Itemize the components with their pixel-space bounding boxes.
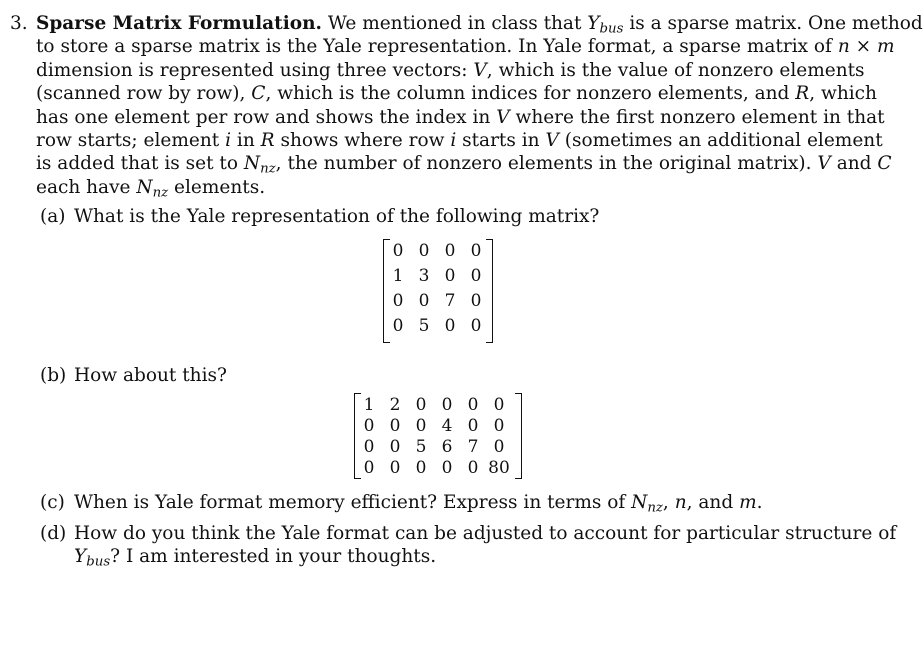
matrix-b-row (354, 458, 522, 478)
matrix-a-cell: 0 (392, 316, 404, 336)
matrix-a-cell: 1 (392, 266, 404, 286)
matrix-b-cell: 0 (493, 395, 505, 415)
matrix-b-cell: 7 (467, 437, 479, 457)
matrix-b-cell: 0 (467, 395, 479, 415)
matrix-b-cell: 0 (467, 458, 479, 478)
matrix-b-cell: 5 (415, 437, 427, 457)
matrix-a-cell: 0 (392, 241, 404, 261)
matrix-a-cell: 0 (392, 291, 404, 311)
matrix-a-cell: 0 (470, 316, 482, 336)
matrix-a-row (383, 316, 493, 336)
matrix-b-cell: 0 (415, 395, 427, 415)
problem-line-4: (scanned row by row), C, which is the column indices for nonzero elements, and R, which (36, 83, 877, 105)
matrix-b-cell: 2 (389, 395, 401, 415)
matrix-a-row (383, 266, 493, 286)
matrix-b-grid (354, 393, 522, 479)
matrix-b-cell: 4 (441, 416, 453, 436)
problem-line-1: 3. Sparse Matrix Formulation. We mentioned in class that $Y_{bus}$ is a sparse matrix. One method (10, 13, 923, 37)
matrix-b-row (354, 437, 522, 457)
matrix-b (354, 393, 522, 479)
part-d: (d) How do you think the Yale format can be adjusted to account for particular structure of (40, 523, 897, 544)
part-c-label: (c) (40, 492, 65, 513)
matrix-b-cell: 0 (415, 416, 427, 436)
matrix-b-cell: 0 (363, 437, 375, 457)
matrix-a (383, 239, 493, 343)
matrix-a-cell: 0 (444, 266, 456, 286)
matrix-b-cell: 0 (441, 395, 453, 415)
matrix-b-cell: 0 (493, 416, 505, 436)
problem-line-3: dimension is represented using three vectors: V, which is the value of nonzero elements (36, 59, 865, 81)
part-d-line-2: $Y_{bus}$? I am interested in your thoughts. (74, 546, 437, 570)
matrix-b-cell: 0 (363, 416, 375, 436)
matrix-a-cell: 0 (418, 241, 430, 261)
problem-3 (10, 12, 923, 201)
matrix-b-cell: 0 (467, 416, 479, 436)
matrix-a-cell: 0 (444, 241, 456, 261)
part-c: (c) When is Yale format memory efficient? Express in terms of $N_{nz}$, n, and m. (40, 492, 763, 516)
part-b-label: (b) (40, 365, 67, 386)
matrix-b-cell: 0 (389, 437, 401, 457)
matrix-a-cell: 3 (418, 266, 430, 286)
problem-line-6: row starts; element i in R shows where row i starts in V (sometimes an additional element (36, 129, 883, 151)
matrix-b-row (354, 416, 522, 436)
matrix-b-cell: 0 (363, 458, 375, 478)
matrix-b-cell: 0 (493, 437, 505, 457)
part-b (40, 364, 227, 387)
matrix-b-cell: 6 (441, 437, 453, 457)
matrix-b-cell: 80 (488, 458, 510, 478)
part-b-text: How about this? (74, 365, 227, 386)
problem-line-5: has one element per row and shows the index in V where the first nonzero element in that (36, 106, 885, 128)
matrix-a-cell: 0 (418, 291, 430, 311)
problem-line-2: to store a sparse matrix is the Yale representation. In Yale format, a sparse matrix of n × m (36, 36, 895, 58)
matrix-a-row (383, 291, 493, 311)
matrix-b-cell: 1 (363, 395, 375, 415)
matrix-b-cell: 0 (389, 416, 401, 436)
part-a-text: What is the Yale representation of the following matrix? (74, 206, 600, 227)
problem-line-7: is added that is set to $N_{nz}$, the number of nonzero elements in the original matrix). V and C (36, 153, 892, 178)
ybus-symbol: $Y_{bus}$ (587, 13, 624, 37)
matrix-a-row (383, 241, 493, 261)
problem-title: Sparse Matrix Formulation. (36, 13, 322, 34)
part-a (40, 205, 599, 228)
part-a-label: (a) (40, 206, 66, 227)
matrix-b-row (354, 395, 522, 415)
matrix-b-cell: 0 (415, 458, 427, 478)
matrix-b-cell: 0 (389, 458, 401, 478)
problem-line-8: each have $N_{nz}$ elements. (36, 176, 266, 201)
matrix-a-cell: 0 (470, 266, 482, 286)
matrix-a-cell: 7 (444, 291, 456, 311)
ybus-symbol-2: $Y_{bus}$ (74, 546, 111, 570)
part-d-label: (d) (40, 523, 67, 544)
matrix-a-cell: 0 (470, 241, 482, 261)
matrix-a-grid (383, 239, 493, 343)
matrix-b-cell: 0 (441, 458, 453, 478)
matrix-a-cell: 0 (444, 316, 456, 336)
problem-number: 3. (10, 13, 28, 34)
matrix-a-cell: 0 (470, 291, 482, 311)
matrix-a-cell: 5 (418, 316, 430, 336)
